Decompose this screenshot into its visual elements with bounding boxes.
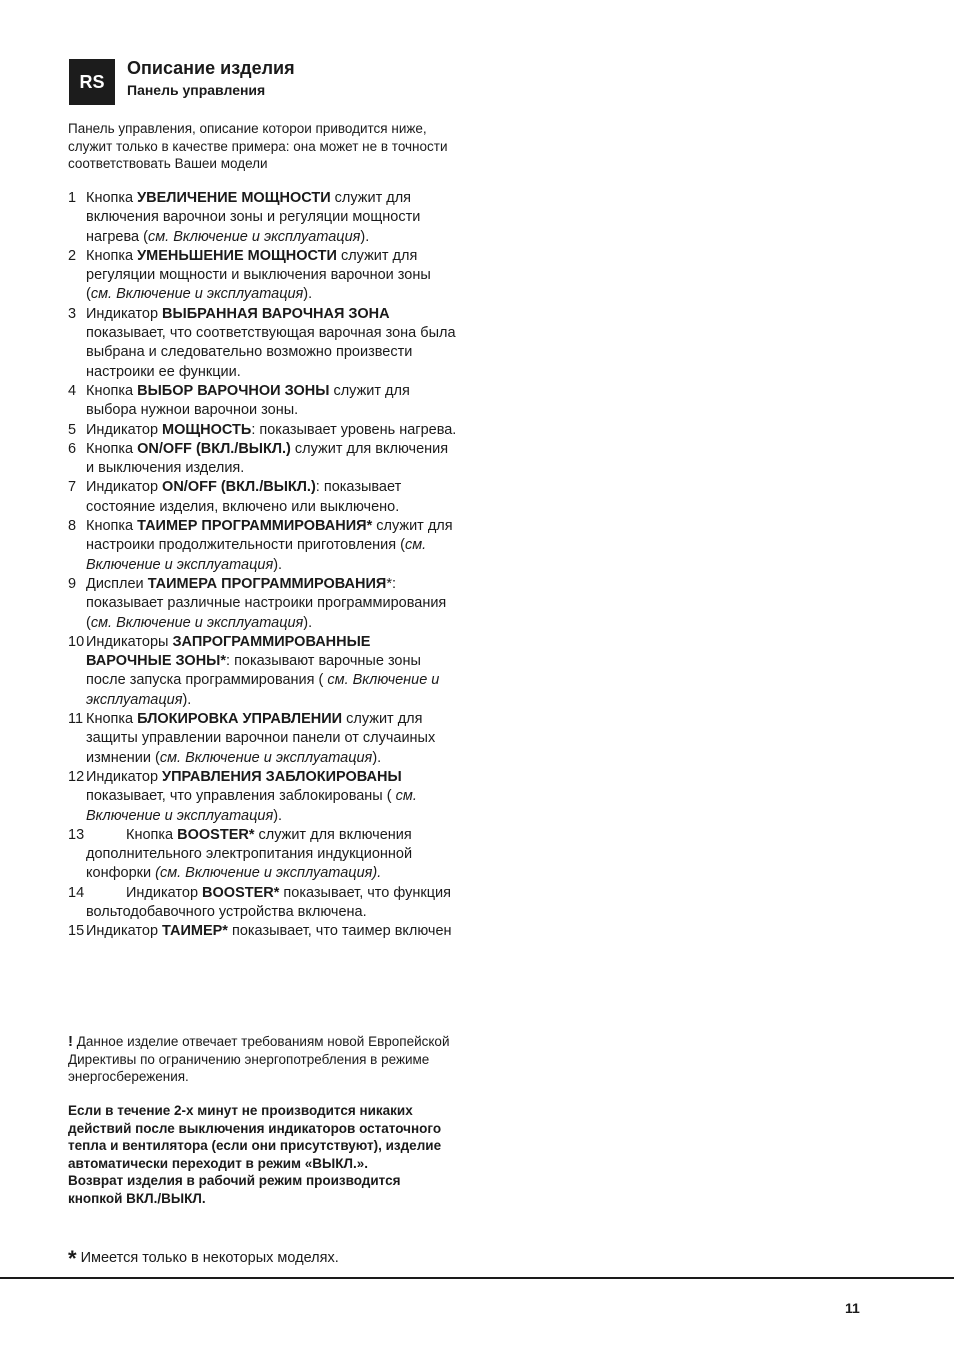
list-item <box>68 517 458 575</box>
item-suffix: ). <box>372 749 382 766</box>
item-text: служит для включения варочнои зоны и регуляции мощности нагрева ( <box>86 190 421 245</box>
page-subtitle: Панель управления <box>127 82 266 98</box>
list-item <box>68 710 458 768</box>
item-text: : показывает состояние изделия, включено или выключено. <box>86 479 402 515</box>
intro-paragraph: Панель управления, описание которои приводится ниже, служит только в качестве примера: она может не в точности соответствовать Вашеи модели <box>68 121 448 171</box>
exclamation-mark: ! <box>68 1033 73 1050</box>
list-item <box>68 421 458 440</box>
item-bold: ON/OFF (ВКЛ./ВЫКЛ.) <box>137 440 291 457</box>
list-item <box>68 247 458 305</box>
return-paragraph: Возврат изделия в рабочий режим производится кнопкой ВКЛ./ВЫКЛ. <box>68 1173 401 1206</box>
item-suffix: ). <box>182 691 192 708</box>
item-prefix: Кнопка <box>86 518 138 535</box>
item-suffix: ). <box>303 614 313 631</box>
item-bold: ТАИМЕР* <box>162 923 228 940</box>
item-number: 1 <box>68 190 77 206</box>
item-text: : показывает уровень нагрева. <box>251 421 457 438</box>
item-suffix: ). <box>360 228 370 245</box>
item-bold: УМЕНЬШЕНИЕ МОЩНОСТИ <box>137 247 337 264</box>
item-text: служит для включения и выключения изделия. <box>86 440 449 477</box>
item-bold: BOOSTER* <box>202 884 280 901</box>
item-bold: УВЕЛИЧЕНИЕ МОЩНОСТИ <box>137 190 331 206</box>
item-text: служит для настроики продолжительности приготовления ( <box>86 518 453 554</box>
item-number: 2 <box>68 247 77 264</box>
item-number: 12 <box>68 768 85 785</box>
item-text: показывает, что управления заблокированы ( <box>86 788 396 805</box>
item-number: 6 <box>68 440 77 457</box>
item-italic: см. Включение и эксплуатация <box>147 228 361 245</box>
page-number: 11 <box>845 1300 860 1316</box>
item-bold: BOOSTER* <box>177 826 255 843</box>
item-text: *: показывает различные настроики программирования ( <box>86 575 447 631</box>
list-item <box>68 633 458 710</box>
item-italic: см. Включение и эксплуатация <box>86 672 440 708</box>
auto-off-paragraph: Если в течение 2-х минут не производится никаких действий после выключения индикаторов остаточного тепла и вентилятора (если они присутствуют), изделие автоматически переходит в режим «ВЫКЛ.». <box>68 1103 442 1171</box>
list-item <box>68 768 458 826</box>
item-text: служит для защиты управлении варочнои панели от случаиных измнении ( <box>86 711 436 766</box>
item-number: 13 <box>68 826 85 843</box>
item-italic: см. Включение и эксплуатация <box>86 537 427 573</box>
energy-note <box>68 1033 458 1086</box>
item-prefix: Дисплеи <box>86 575 148 592</box>
page-title: Описание изделия <box>127 58 295 78</box>
energy-note-text: Данное изделие отвечает требованиям новой Европейской Директивы по ограничению энергопотребления в режиме энергосбережения. <box>68 1034 450 1084</box>
item-bold: ЗАПРОГРАММИРОВАННЫЕ ВАРОЧНЫЕ ЗОНЫ* <box>86 633 371 670</box>
item-bold: МОЩНОСТЬ <box>162 421 252 438</box>
list-item <box>68 826 458 884</box>
item-bold: ВЫБРАННАЯ ВАРОЧНАЯ ЗОНА <box>162 305 390 322</box>
item-number: 7 <box>68 479 77 496</box>
item-text: показывает, что функция вольтодобавочного устройства включена. <box>86 884 451 920</box>
item-bold: БЛОКИРОВКА УПРАВЛЕНИИ <box>137 711 343 728</box>
item-number: 9 <box>68 575 77 592</box>
item-number: 4 <box>68 382 77 399</box>
list-item <box>68 922 458 941</box>
item-prefix: Индикатор <box>86 923 163 940</box>
item-prefix: Индикатор <box>86 421 163 438</box>
item-number: 8 <box>68 518 77 535</box>
item-suffix: ). <box>303 286 313 303</box>
list-item <box>68 478 458 517</box>
list-item <box>68 189 458 247</box>
item-number: 11 <box>68 711 84 728</box>
item-italic: см. Включение и эксплуатация <box>90 286 304 303</box>
control-panel-list <box>68 189 458 942</box>
item-prefix: Кнопка <box>86 440 138 457</box>
item-prefix: Кнопка <box>126 826 178 843</box>
footnote-text: Имеется только в некоторых моделях. <box>80 1250 339 1266</box>
footer-rule <box>0 1277 954 1279</box>
item-text: служит для выбора нужнои варочнои зоны. <box>86 382 410 419</box>
item-bold: УПРАВЛЕНИЯ ЗАБЛОКИРОВАНЫ <box>162 768 402 785</box>
item-suffix: ). <box>273 807 283 824</box>
item-prefix: Индикатор <box>86 768 163 785</box>
item-prefix: Кнопка <box>86 382 138 399</box>
item-italic: (см. Включение и эксплуатация). <box>155 865 382 882</box>
item-number: 5 <box>68 421 77 438</box>
item-prefix: Индикаторы <box>86 633 173 650</box>
item-bold: ТАИМЕРА ПРОГРАММИРОВАНИЯ <box>147 575 387 592</box>
list-item <box>68 575 458 633</box>
item-number: 15 <box>68 923 85 940</box>
item-text: служит для включения дополнительного электропитания индукционной конфорки <box>86 826 413 882</box>
item-text: : показывают варочные зоны после запуска программирования ( <box>86 653 421 689</box>
item-bold: ON/OFF (ВКЛ./ВЫКЛ.) <box>162 479 316 496</box>
footnote <box>68 1246 339 1272</box>
auto-off-notice <box>68 1102 458 1207</box>
item-number: 10 <box>68 633 85 650</box>
list-item <box>68 884 458 923</box>
item-prefix: Кнопка <box>86 711 138 728</box>
item-italic: см. Включение и эксплуатация <box>159 749 373 766</box>
item-bold: ВЫБОР ВАРОЧНОИ ЗОНЫ <box>137 382 330 399</box>
item-italic: см. Включение и эксплуатация <box>90 614 304 631</box>
item-text: показывает, что таимер включен <box>227 923 452 940</box>
item-number: 3 <box>68 305 77 322</box>
item-text: показывает, что соответствующая варочная зона была выбрана и следовательно возможно произвести настроики ее функции. <box>86 325 456 380</box>
item-suffix: ). <box>273 556 283 573</box>
list-item <box>68 440 458 479</box>
list-item <box>68 382 458 421</box>
list-item <box>68 305 458 382</box>
item-prefix: Кнопка <box>86 190 138 206</box>
asterisk-mark: * <box>68 1246 77 1271</box>
language-badge: RS <box>69 59 115 105</box>
item-number: 14 <box>68 884 85 901</box>
item-italic: см. Включение и эксплуатация <box>86 788 417 824</box>
item-text: служит для регуляции мощности и выключения варочнои зоны ( <box>86 247 431 303</box>
item-prefix: Кнопка <box>86 247 138 264</box>
item-prefix: Индикатор <box>126 884 203 901</box>
item-prefix: Индикатор <box>86 305 163 322</box>
item-prefix: Индикатор <box>86 479 163 496</box>
item-bold: ТАИМЕР ПРОГРАММИРОВАНИЯ* <box>137 518 373 535</box>
